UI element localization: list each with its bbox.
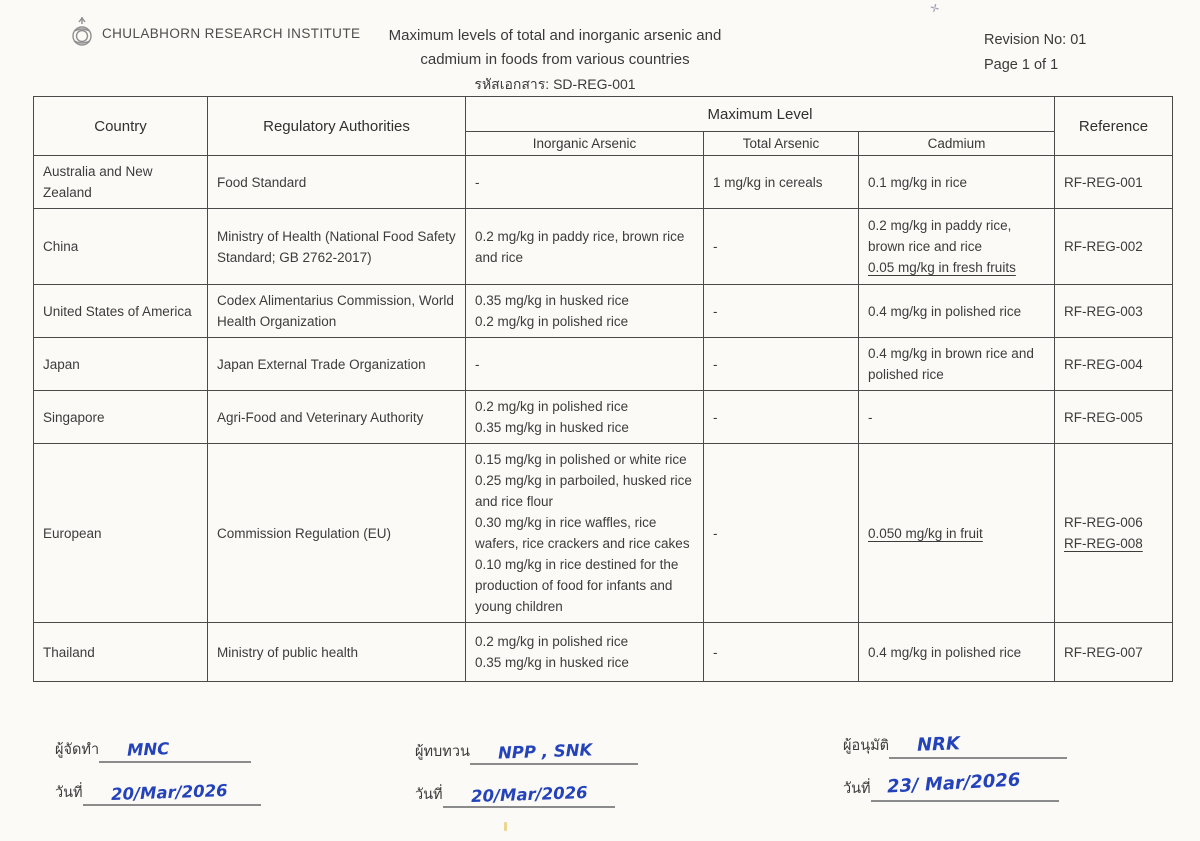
approved-by-label: ผู้อนุมัติ	[843, 738, 890, 754]
cell-line: Ministry of public health	[217, 644, 359, 660]
cell-reference	[1055, 444, 1173, 623]
cell-reference	[1055, 156, 1173, 209]
table-row	[34, 285, 1173, 338]
cell-line: -	[713, 525, 718, 541]
cell-line: RF-REG-007	[1064, 644, 1143, 660]
cell-line: RF-REG-006	[1064, 515, 1143, 530]
cell-line: -	[475, 356, 480, 372]
cell-line: 0.30 mg/kg in rice waffles, rice wafers, rice crackers and rice cakes	[475, 515, 690, 551]
cell-line: 0.10 mg/kg in rice destined for the production of food for infants and young children	[475, 557, 679, 614]
table-row	[34, 338, 1173, 391]
cell-total-arsenic	[704, 444, 859, 623]
table-row	[34, 156, 1173, 209]
cell-line: -	[713, 239, 718, 254]
cell-line: 0.35 mg/kg in husked rice	[475, 420, 629, 435]
cell-line: 0.2 mg/kg in polished rice	[475, 314, 629, 329]
cell-reference	[1055, 391, 1173, 444]
cell-cadmium	[859, 623, 1055, 682]
cell-line: -	[713, 409, 718, 425]
table-header-row	[34, 97, 1173, 132]
table-row	[34, 391, 1173, 444]
cell-regulatory-authority	[208, 338, 466, 391]
cell-cadmium	[859, 391, 1055, 444]
title-line-1: Maximum levels of total and inorganic arsenic and	[388, 27, 722, 44]
cell-inorganic-arsenic	[466, 156, 704, 209]
cell-line: 0.15 mg/kg in polished or white rice	[475, 452, 687, 467]
cell-inorganic-arsenic	[466, 623, 704, 682]
pen-scribble-mark: ✛	[928, 2, 941, 16]
prepared-date-line	[83, 778, 261, 806]
reviewed-by-label: ผู้ทบทวน	[415, 744, 470, 760]
approved-date-handwriting: 23/ Mar/2026	[886, 769, 1021, 798]
cell-total-arsenic	[704, 623, 859, 682]
cell-reference	[1055, 209, 1173, 285]
header-maximum-level: Maximum Level	[466, 97, 1055, 132]
cell-line: 0.4 mg/kg in polished rice	[868, 644, 1022, 660]
cell-reference	[1055, 338, 1173, 391]
cell-line: RF-REG-001	[1064, 174, 1143, 190]
cell-line: 0.4 mg/kg in brown rice and polished rice	[868, 346, 1034, 382]
cell-regulatory-authority	[208, 623, 466, 682]
prepared-signature-handwriting: MNC	[126, 739, 170, 760]
cell-country	[34, 391, 208, 444]
table-row	[34, 209, 1173, 285]
reviewed-date-handwriting: 20/Mar/2026	[470, 782, 588, 807]
cell-line: China	[43, 239, 79, 254]
cell-line: Codex Alimentarius Commission, World Health Organization	[217, 293, 454, 329]
signature-block-approved	[843, 731, 1173, 817]
header-institute	[70, 16, 360, 50]
cell-line: Australia and New Zealand	[43, 164, 153, 200]
prepared-date-handwriting: 20/Mar/2026	[110, 780, 228, 805]
cell-cadmium	[859, 209, 1055, 285]
cell-total-arsenic	[704, 391, 859, 444]
cell-line: 0.35 mg/kg in husked rice	[475, 655, 629, 670]
header-meta	[984, 28, 1086, 78]
cell-line: 0.1 mg/kg in rice	[868, 174, 968, 190]
header-reference: Reference	[1055, 97, 1173, 156]
cell-line: European	[43, 525, 102, 541]
cell-line: -	[713, 356, 718, 372]
cell-line: 0.4 mg/kg in polished rice	[868, 303, 1022, 319]
cell-reference	[1055, 285, 1173, 338]
cell-line: -	[713, 644, 718, 660]
cell-line: -	[868, 409, 873, 425]
cell-cadmium	[859, 338, 1055, 391]
prepared-by-label: ผู้จัดทำ	[55, 742, 100, 758]
approved-signature-line	[889, 731, 1067, 759]
cell-regulatory-authority	[208, 209, 466, 285]
table-row	[34, 623, 1173, 682]
cell-inorganic-arsenic	[466, 209, 704, 285]
cell-cadmium	[859, 444, 1055, 623]
cell-country	[34, 156, 208, 209]
cell-line: -	[713, 303, 718, 319]
cell-line: RF-REG-002	[1064, 239, 1143, 254]
cell-line: 0.35 mg/kg in husked rice	[475, 293, 629, 308]
cell-total-arsenic	[704, 156, 859, 209]
document-title	[330, 24, 780, 96]
cell-line: Ministry of Health (National Food Safety Standard; GB 2762-2017)	[217, 228, 456, 265]
page-number: Page 1 of 1	[984, 57, 1059, 73]
approved-signature-handwriting: NRK	[916, 733, 961, 756]
cell-line: Commission Regulation (EU)	[217, 525, 392, 541]
cell-line: United States of America	[43, 303, 192, 319]
cell-cadmium	[859, 156, 1055, 209]
header-country: Country	[34, 97, 208, 156]
cell-reference	[1055, 623, 1173, 682]
cell-country	[34, 209, 208, 285]
cell-total-arsenic	[704, 285, 859, 338]
cell-line: RF-REG-005	[1064, 409, 1143, 425]
cell-line: Food Standard	[217, 174, 307, 190]
cell-line: 1 mg/kg in cereals	[713, 174, 823, 190]
cell-line: Japan External Trade Organization	[217, 356, 426, 372]
cell-line: Thailand	[43, 644, 95, 660]
cell-inorganic-arsenic	[466, 444, 704, 623]
cell-total-arsenic	[704, 338, 859, 391]
regulation-table	[33, 96, 1173, 682]
institute-name: CHULABHORN RESEARCH INSTITUTE	[102, 25, 361, 41]
garuda-emblem-icon	[70, 16, 94, 50]
cell-line: Singapore	[43, 409, 105, 425]
approved-date-line	[871, 769, 1059, 802]
revision-number: Revision No: 01	[984, 32, 1087, 48]
header-total-arsenic: Total Arsenic	[704, 132, 859, 156]
cell-line: 0.2 mg/kg in polished rice	[475, 399, 629, 414]
cell-line: 0.2 mg/kg in paddy rice, brown rice and rice	[868, 218, 1012, 254]
prepared-signature-line	[99, 735, 251, 763]
document-code: รหัสเอกสาร: SD-REG-001	[474, 76, 636, 92]
header-inorganic-arsenic: Inorganic Arsenic	[466, 132, 704, 156]
header-cadmium: Cadmium	[859, 132, 1055, 156]
cell-line: Japan	[43, 356, 80, 372]
approved-date-label: วันที่	[843, 781, 871, 797]
cell-country	[34, 444, 208, 623]
cell-regulatory-authority	[208, 285, 466, 338]
reviewed-signature-line	[470, 737, 638, 765]
cell-line: 0.050 mg/kg in fruit	[868, 525, 983, 541]
reviewed-signature-handwriting: NPP , SNK	[497, 740, 593, 763]
cell-regulatory-authority	[208, 444, 466, 623]
cell-line: -	[475, 174, 480, 190]
prepared-date-label: วันที่	[55, 785, 83, 801]
table-row	[34, 444, 1173, 623]
cell-cadmium	[859, 285, 1055, 338]
cell-line: RF-REG-003	[1064, 303, 1143, 319]
header-regulatory-authorities: Regulatory Authorities	[208, 97, 466, 156]
title-line-2: cadmium in foods from various countries	[420, 51, 690, 68]
cell-inorganic-arsenic	[466, 338, 704, 391]
cell-country	[34, 285, 208, 338]
cell-line: RF-REG-004	[1064, 356, 1143, 372]
scan-artifact-dot	[504, 822, 507, 831]
cell-line: 0.2 mg/kg in polished rice	[475, 634, 629, 649]
cell-inorganic-arsenic	[466, 391, 704, 444]
cell-regulatory-authority	[208, 391, 466, 444]
cell-country	[34, 338, 208, 391]
cell-inorganic-arsenic	[466, 285, 704, 338]
cell-line: 0.05 mg/kg in fresh fruits	[868, 260, 1016, 275]
cell-line: Agri-Food and Veterinary Authority	[217, 409, 424, 425]
reviewed-date-line	[443, 780, 615, 808]
reviewed-date-label: วันที่	[415, 787, 443, 803]
cell-country	[34, 623, 208, 682]
cell-line: 0.25 mg/kg in parboiled, husked rice and rice flour	[475, 473, 692, 509]
cell-line: 0.2 mg/kg in paddy rice, brown rice and rice	[475, 228, 685, 265]
cell-regulatory-authority	[208, 156, 466, 209]
cell-line: RF-REG-008	[1064, 536, 1143, 551]
signature-block-reviewed	[415, 737, 745, 823]
cell-total-arsenic	[704, 209, 859, 285]
signature-block-prepared	[55, 735, 385, 821]
